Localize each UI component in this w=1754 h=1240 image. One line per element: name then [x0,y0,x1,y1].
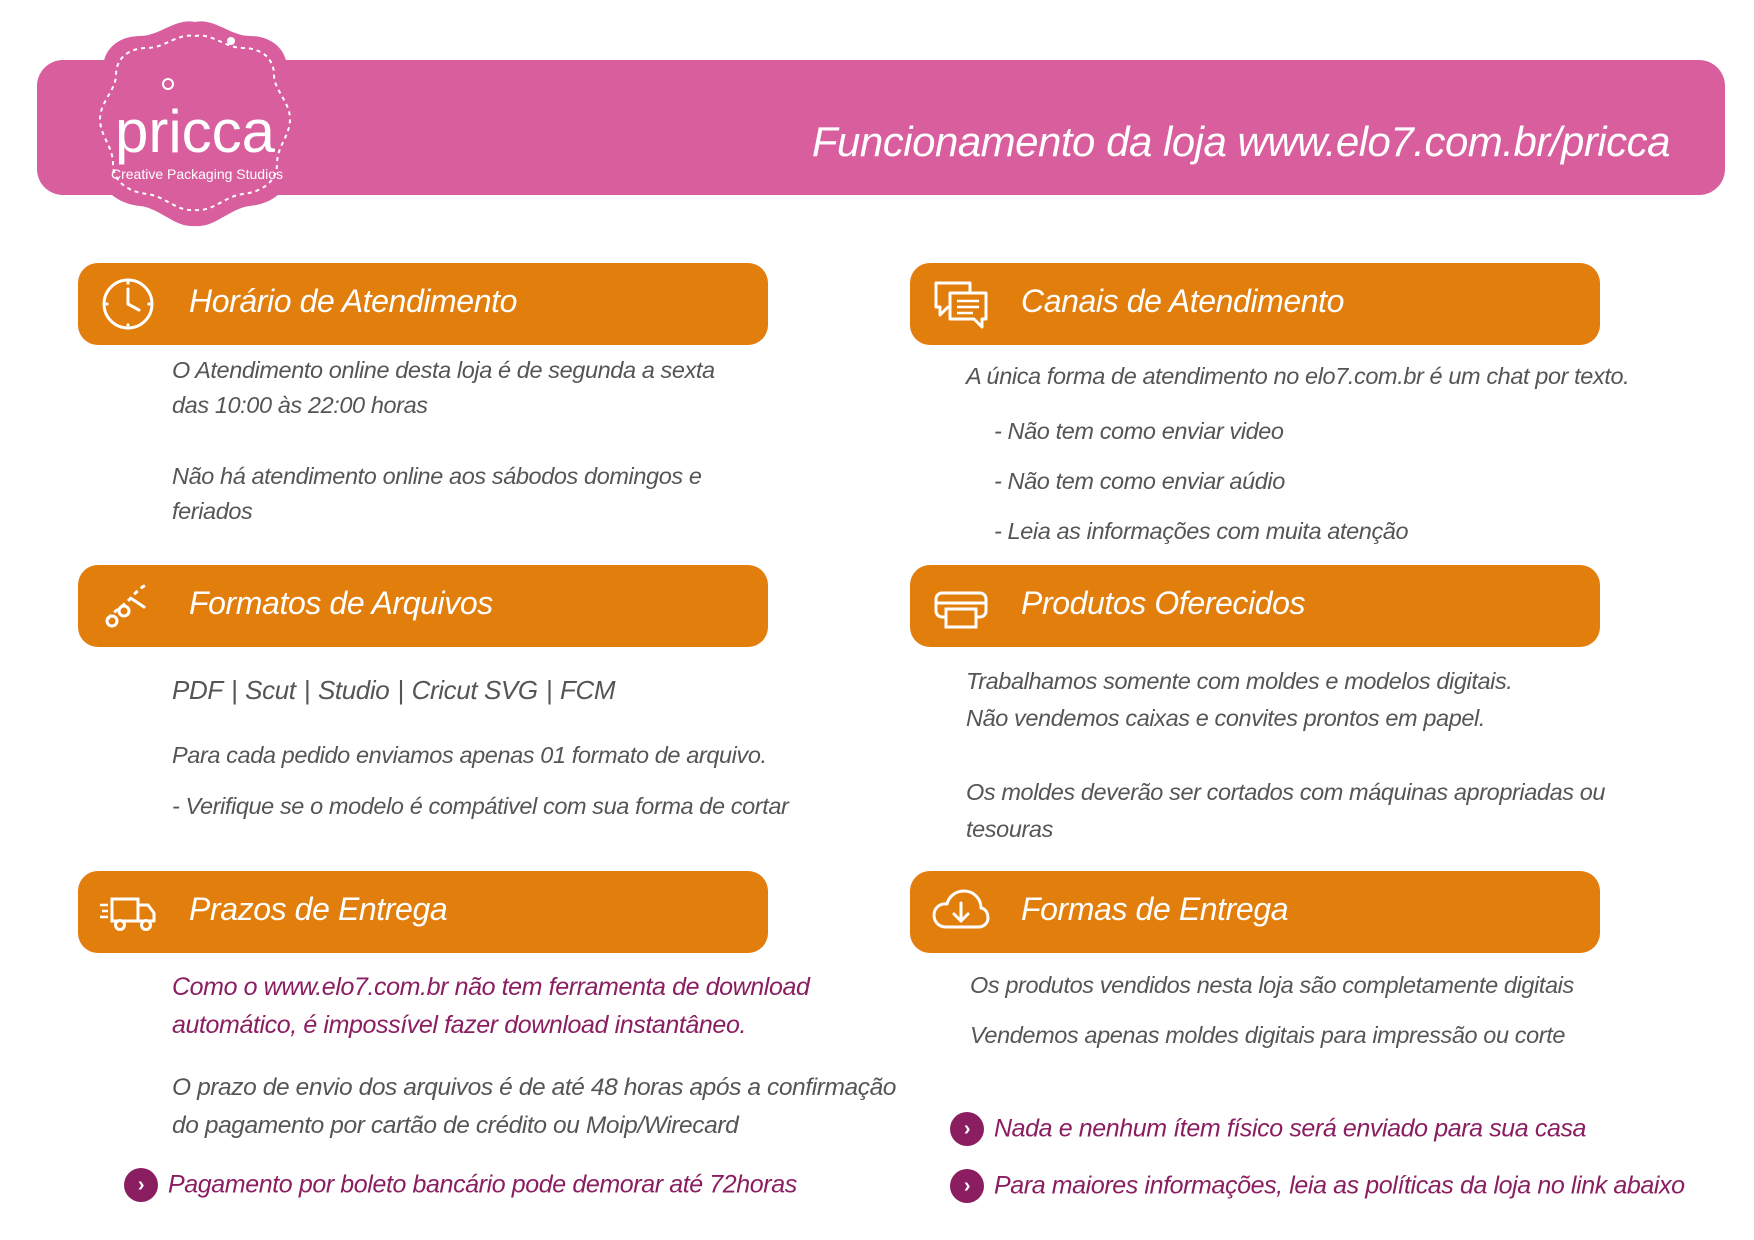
format-studio: Studio [317,675,390,705]
formats-list [172,672,615,708]
section-bar-canais [910,263,1600,345]
chevron-right-icon: › [950,1112,984,1146]
formatos-line-2: - Verifique se o modelo é compátivel com sua forma de cortar [172,793,789,819]
formas-line-2: Vendemos apenas moldes digitais para impressão ou corte [970,1022,1566,1048]
brand-name: pricca [114,98,276,165]
canais-item-1: - Não tem como enviar video [994,418,1284,444]
format-separator: | [397,675,404,705]
section-bar-formas [910,871,1600,953]
produtos-line-1: Trabalhamos somente com moldes e modelos digitais. [966,668,1513,694]
prazos-line-2: do pagamento por cartão de crédito ou Moip/Wirecard [172,1112,739,1139]
section-title-produtos: Produtos Oferecidos [1021,585,1306,621]
formatos-line-1: Para cada pedido enviamos apenas 01 formato de arquivo. [172,742,767,768]
format-separator: | [303,675,310,705]
canais-item-2: - Não tem como enviar aúdio [994,468,1285,494]
prazos-alert-2: automático, é impossível fazer download instantâneo. [172,1011,746,1039]
section-bar-formatos [78,565,768,647]
clock-icon [98,275,158,333]
prazos-alert-1: Como o www.elo7.com.br não tem ferramenta de download [172,973,810,1001]
section-title-formatos: Formatos de Arquivos [189,585,493,621]
section-bar-horario [78,263,768,345]
section-title-prazos: Prazos de Entrega [189,891,448,927]
format-pdf: PDF [172,675,223,705]
produtos-line-4: tesouras [966,816,1053,842]
formas-bullet-1 [950,1112,1586,1146]
format-cricut-svg: Cricut SVG [411,675,538,705]
cloud-download-icon [930,883,990,941]
section-bar-prazos [78,871,768,953]
formas-bullet-1-text: Nada e nenhum ítem físico será enviado para sua casa [994,1114,1587,1143]
chevron-right-icon: › [950,1169,984,1203]
truck-icon [98,883,158,941]
prazos-line-1: O prazo de envio dos arquivos é de até 48 horas após a confirmação [172,1074,897,1101]
section-title-formas: Formas de Entrega [1021,891,1289,927]
formas-bullet-2 [950,1169,1685,1203]
format-fcm: FCM [560,675,616,705]
section-title-horario: Horário de Atendimento [189,283,517,319]
format-separator: | [230,675,238,705]
canais-item-3: - Leia as informações com muita atenção [994,518,1409,544]
horario-line-3: Não há atendimento online aos sábodos domingos e [172,463,702,489]
formas-bullet-2-text: Para maiores informações, leia as políticas da loja no link abaixo [994,1171,1685,1200]
chat-icon [930,275,990,333]
produtos-line-3: Os moldes deverão ser cortados com máquinas apropriadas ou [966,779,1606,805]
brand-tagline: Creative Packaging Studios [111,166,283,182]
horario-line-4: feriados [172,498,253,524]
produtos-line-2: Não vendemos caixas e convites prontos em papel. [966,705,1485,731]
horario-line-1: O Atendimento online desta loja é de segunda a sexta [172,357,715,383]
section-bar-produtos [910,565,1600,647]
horario-line-2: das 10:00 às 22:00 horas [172,392,428,418]
format-scut: Scut [245,675,296,705]
pricca-logo [65,14,325,234]
format-separator: | [545,675,553,705]
printer-icon [930,577,990,635]
cutter-icon [98,577,158,635]
page-title: Funcionamento da loja www.elo7.com.br/pricca [811,118,1670,165]
prazos-bullet [124,1168,797,1202]
chevron-right-icon: › [124,1168,158,1202]
formas-line-1: Os produtos vendidos nesta loja são completamente digitais [970,972,1574,998]
section-title-canais: Canais de Atendimento [1021,283,1345,319]
canais-intro: A única forma de atendimento no elo7.com.br é um chat por texto. [966,363,1630,389]
prazos-bullet-text: Pagamento por boleto bancário pode demorar até 72horas [168,1170,797,1199]
